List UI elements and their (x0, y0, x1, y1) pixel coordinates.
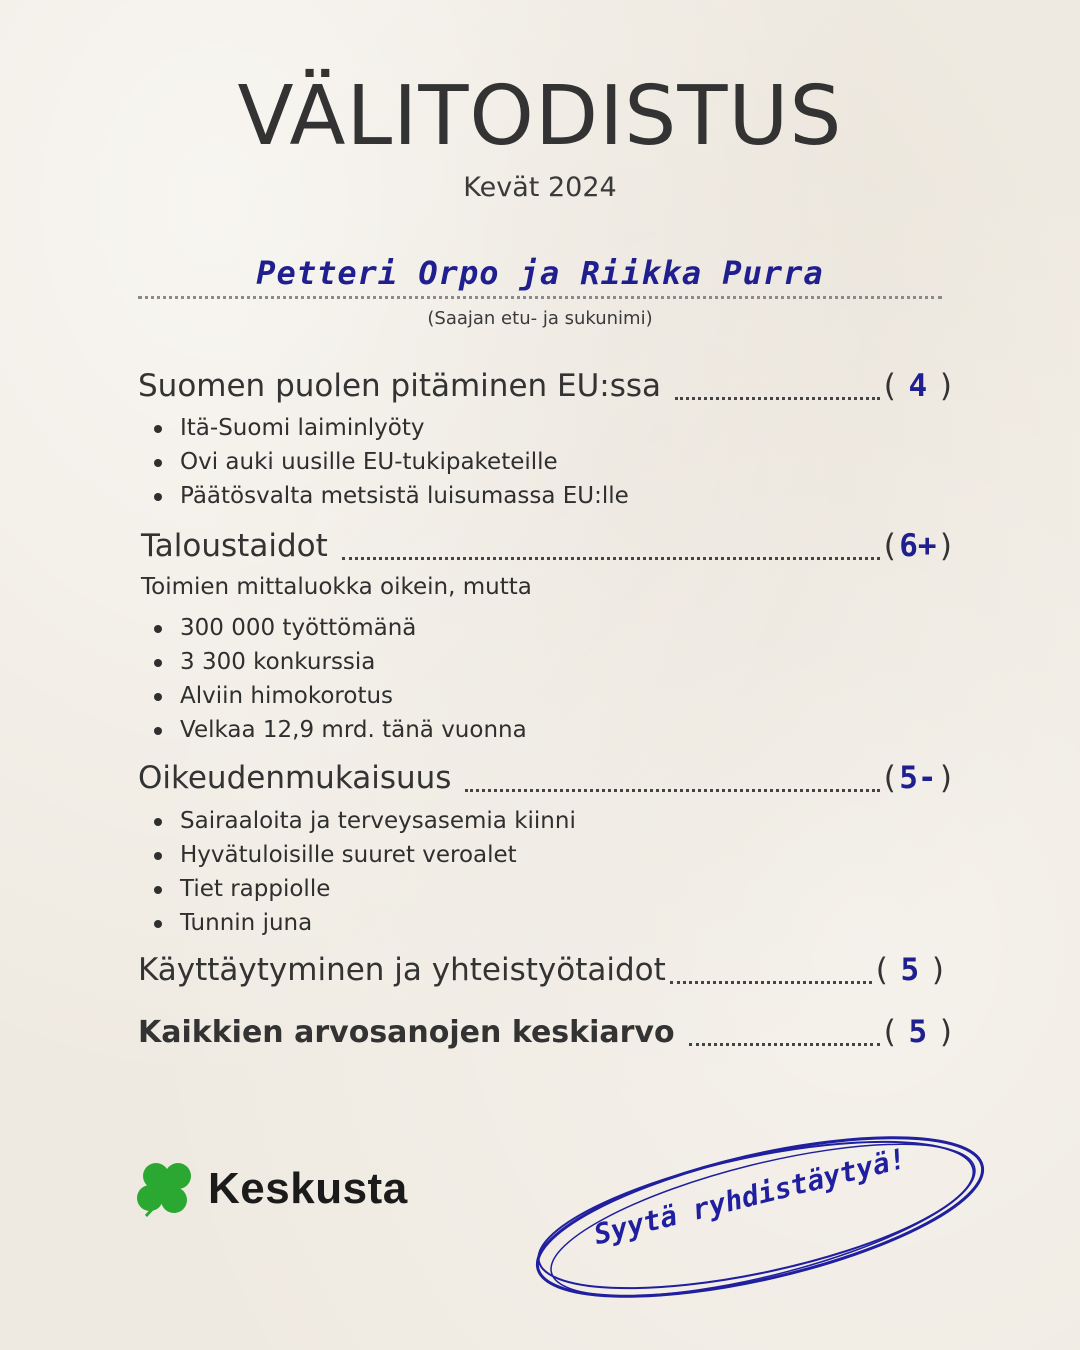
list-item: Alviin himokorotus (152, 679, 527, 713)
grade-bracket: ( 5 ) (883, 1014, 952, 1050)
list-item: Velkaa 12,9 mrd. tänä vuonna (152, 713, 527, 747)
average-label: Kaikkien arvosanojen keskiarvo (138, 1014, 675, 1050)
clover-icon (136, 1160, 198, 1218)
grade-value: 4 (908, 368, 928, 404)
recipient-dotted-line (138, 296, 942, 299)
grade-value: 5- (899, 760, 937, 796)
list-item: Tunnin juna (152, 906, 576, 940)
grade-bracket: ( 5 ) (875, 952, 944, 988)
bullet-list-eu (152, 411, 629, 513)
recipient-caption: (Saajan etu- ja sukunimi) (427, 308, 653, 329)
list-item: Tiet rappiolle (152, 872, 576, 906)
dot-leader (465, 789, 879, 792)
stamp-text: Syytä ryhdistäytyä! (590, 1141, 910, 1252)
subject-label: Oikeudenmukaisuus (138, 760, 452, 796)
grade-bracket: ( 5- ) (883, 760, 952, 796)
logo-text: Keskusta (208, 1164, 408, 1213)
subject-label: Käyttäytyminen ja yhteistyötaidot (138, 952, 666, 988)
list-item: Hyvätuloisille suuret veroalet (152, 838, 576, 872)
dot-leader (670, 981, 872, 984)
grade-value: 5 (900, 952, 920, 988)
subject-label: Taloustaidot (141, 528, 328, 564)
grade-bracket: ( 4 ) (883, 368, 952, 404)
grade-bracket: ( 6+ ) (883, 528, 952, 564)
dot-leader (342, 557, 880, 560)
page-title: VÄLITODISTUS (237, 69, 843, 164)
grade-row-economy (141, 524, 952, 568)
grade-row-eu (138, 364, 952, 408)
keskusta-logo (136, 1160, 408, 1218)
list-item: 3 300 konkurssia (152, 645, 527, 679)
recipient-name: Petteri Orpo ja Riikka Purra (256, 254, 824, 292)
list-item: Sairaaloita ja terveysasemia kiinni (152, 804, 576, 838)
bullet-list-economy (152, 611, 527, 747)
grade-row-behaviour (138, 948, 944, 992)
list-item: Päätösvalta metsistä luisumassa EU:lle (152, 479, 629, 513)
grade-row-average (138, 1010, 952, 1054)
grade-row-fairness (138, 756, 952, 800)
bullet-list-fairness (152, 804, 576, 940)
dot-leader (675, 397, 880, 400)
average-grade-value: 5 (908, 1014, 928, 1050)
list-item: 300 000 työttömänä (152, 611, 527, 645)
dot-leader (689, 1043, 880, 1046)
page-subtitle: Kevät 2024 (463, 172, 617, 203)
subject-label: Suomen puolen pitäminen EU:ssa (138, 368, 662, 404)
grade-value: 6+ (899, 528, 937, 564)
list-item: Itä-Suomi laiminlyöty (152, 411, 629, 445)
economy-note: Toimien mittaluokka oikein, mutta (141, 574, 532, 600)
list-item: Ovi auki uusille EU-tukipaketeille (152, 445, 629, 479)
